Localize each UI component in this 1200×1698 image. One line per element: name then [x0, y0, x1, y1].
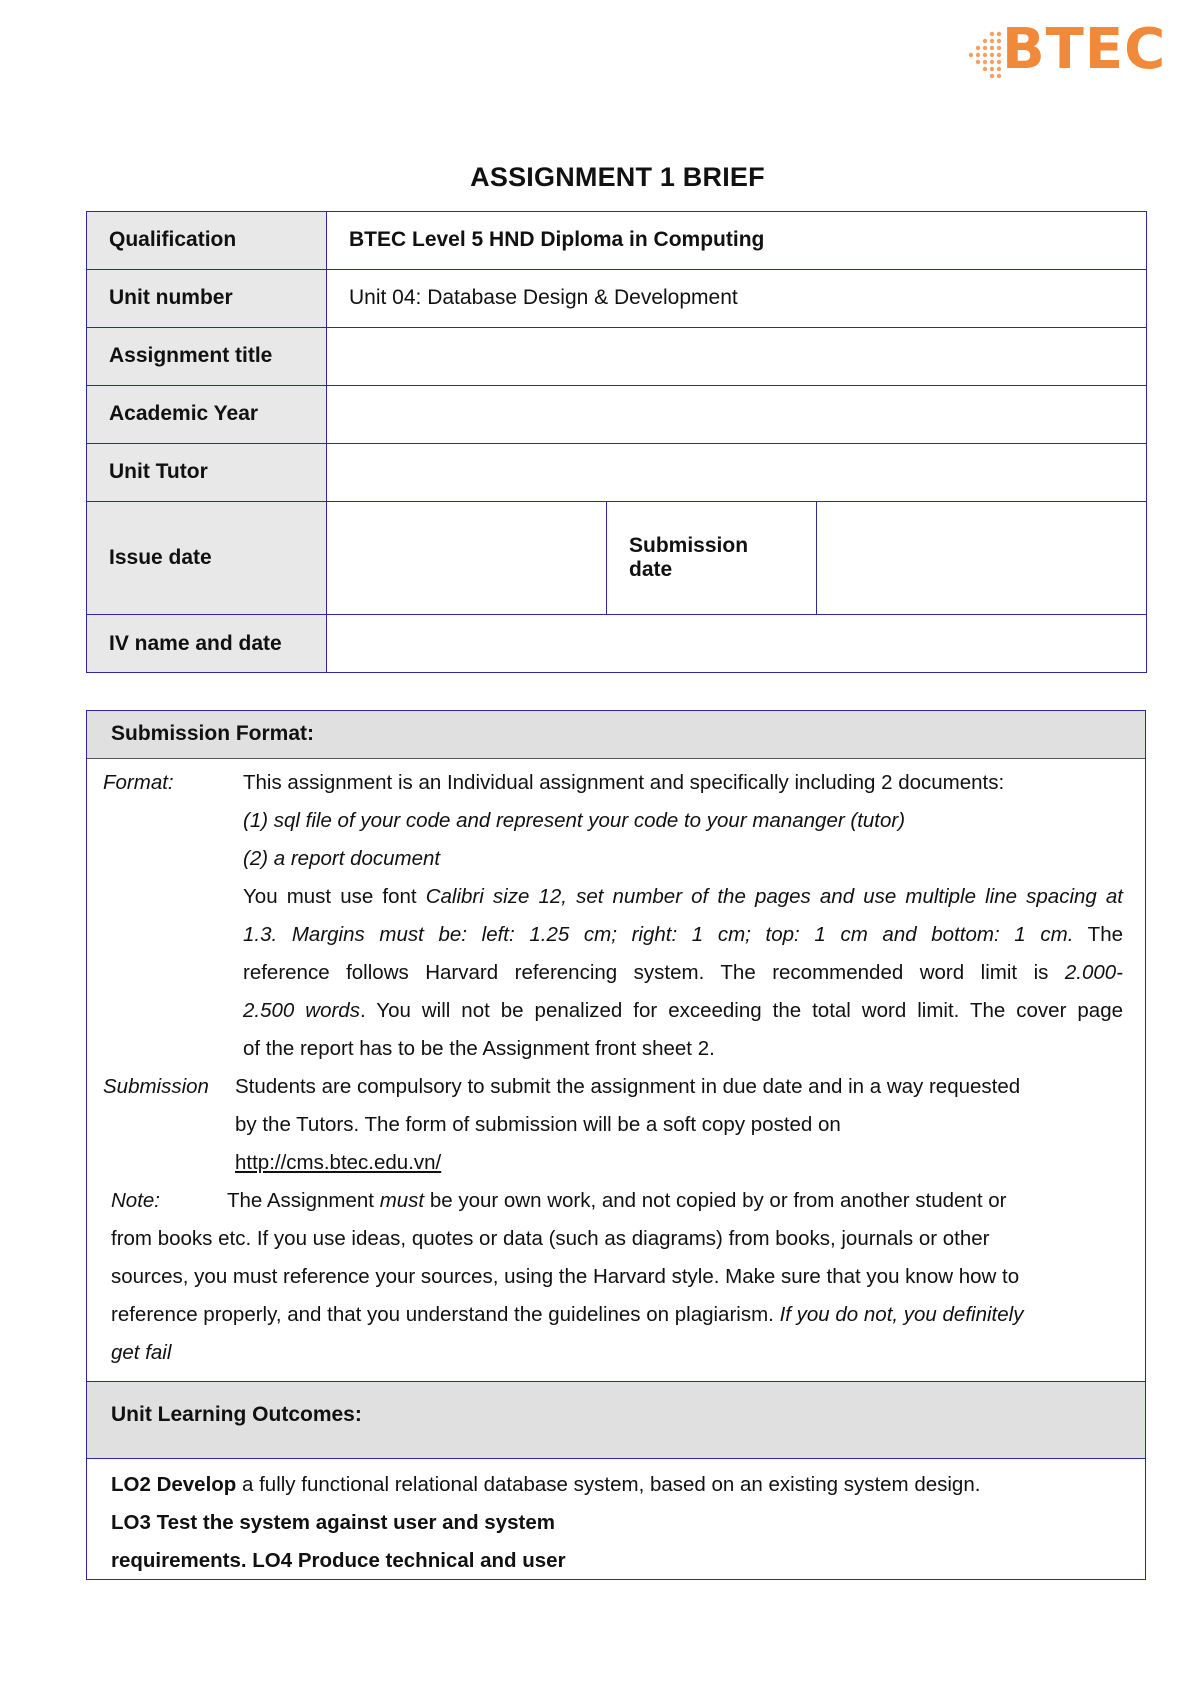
format-label: Format:: [103, 771, 174, 794]
format-paragraph-line: [243, 999, 1123, 1023]
format-text: You must use font: [243, 885, 426, 908]
learning-outcomes-heading: Unit Learning Outcomes:: [87, 1381, 1145, 1459]
format-text: . You will not be penalized for exceeding the total word limit. The cover page: [359, 999, 1123, 1022]
format-text-italic: Calibri size 12, set number of the pages and use multiple line spacing at: [425, 885, 1124, 908]
table-row: [87, 269, 1147, 327]
unit-number-value: Unit 04: Database Design & Development: [327, 269, 1147, 327]
submission-date-label: Submission date: [607, 501, 817, 615]
assignment-title-value: [327, 327, 1147, 385]
format-text-italic: 1.3. Margins must be: left: 1.25 cm; right: 1 cm; top: 1 cm and bottom: 1 cm.: [243, 923, 1074, 946]
format-paragraph-line: [243, 961, 1123, 985]
note-label: Note:: [111, 1189, 160, 1212]
table-row: [87, 615, 1147, 673]
note-line: [227, 1189, 1006, 1213]
note-line: [111, 1303, 1023, 1327]
format-paragraph-line: [243, 885, 1123, 909]
table-row: [87, 443, 1147, 501]
lo2-text: a fully functional relational database system, based on an existing system design.: [236, 1473, 981, 1496]
format-text-italic: 2.000-: [1064, 961, 1123, 984]
btec-logo: [962, 17, 1172, 86]
note-line: get fail: [111, 1341, 172, 1364]
submission-text-line: by the Tutors. The form of submission will be a soft copy posted on: [235, 1113, 841, 1136]
note-text-italic: If you do not, you definitely: [779, 1303, 1024, 1326]
format-intro: This assignment is an Individual assignment and specifically including 2 documents:: [243, 771, 1005, 794]
document-title: ASSIGNMENT 1 BRIEF: [470, 162, 765, 192]
format-item-2: (2) a report document: [243, 847, 441, 870]
issue-date-value: [327, 501, 607, 615]
note-text: The Assignment: [227, 1189, 380, 1212]
format-item-1: (1) sql file of your code and represent your code to your mananger (tutor): [243, 809, 906, 832]
note-line: from books etc. If you use ideas, quotes or data (such as diagrams) from books, journals or other: [111, 1227, 990, 1250]
note-line: sources, you must reference your sources, using the Harvard style. Make sure that you know how to: [111, 1265, 1020, 1288]
format-paragraph-line: [243, 923, 1123, 947]
submission-format-box: [86, 710, 1146, 1580]
submission-label: Submission: [103, 1075, 209, 1098]
table-row: [87, 212, 1147, 270]
format-text: reference follows Harvard referencing system. The recommended word limit is: [243, 961, 1065, 984]
submission-text-line: Students are compulsory to submit the assignment in due date and in a way requested: [235, 1075, 1021, 1098]
table-row: [87, 501, 1147, 615]
iv-name-date-value: [327, 615, 1147, 673]
format-text: The: [1073, 923, 1123, 946]
submission-format-heading: Submission Format:: [87, 711, 1145, 759]
table-row: [87, 385, 1147, 443]
lo2-label: LO2 Develop: [111, 1473, 237, 1496]
assignment-title-label: Assignment title: [87, 327, 327, 385]
submission-date-value: [817, 501, 1147, 615]
submission-link-line: [235, 1151, 441, 1175]
unit-tutor-value: [327, 443, 1147, 501]
lo4-line: requirements. LO4 Produce technical and user: [111, 1549, 566, 1572]
assignment-info-table: [86, 211, 1147, 673]
note-text-italic: must: [379, 1189, 425, 1212]
format-text-italic: 2.500 words: [243, 999, 360, 1022]
iv-name-date-label: IV name and date: [87, 615, 327, 673]
lo2-line: [111, 1473, 980, 1497]
issue-date-label: Issue date: [87, 501, 327, 615]
lo3-line: LO3 Test the system against user and system: [111, 1511, 555, 1534]
academic-year-value: [327, 385, 1147, 443]
table-row: [87, 327, 1147, 385]
logo-text: BTEC: [1002, 17, 1167, 82]
format-paragraph-line: of the report has to be the Assignment front sheet 2.: [243, 1037, 715, 1060]
unit-number-label: Unit number: [87, 269, 327, 327]
note-text: reference properly, and that you understand the guidelines on plagiarism.: [111, 1303, 780, 1326]
cms-link[interactable]: http://cms.btec.edu.vn/: [235, 1151, 442, 1174]
note-text: be your own work, and not copied by or from another student or: [424, 1189, 1007, 1212]
qualification-value: BTEC Level 5 HND Diploma in Computing: [327, 212, 1147, 270]
qualification-label: Qualification: [87, 212, 327, 270]
logo-dots-icon: [962, 30, 1006, 80]
unit-tutor-label: Unit Tutor: [87, 443, 327, 501]
academic-year-label: Academic Year: [87, 385, 327, 443]
